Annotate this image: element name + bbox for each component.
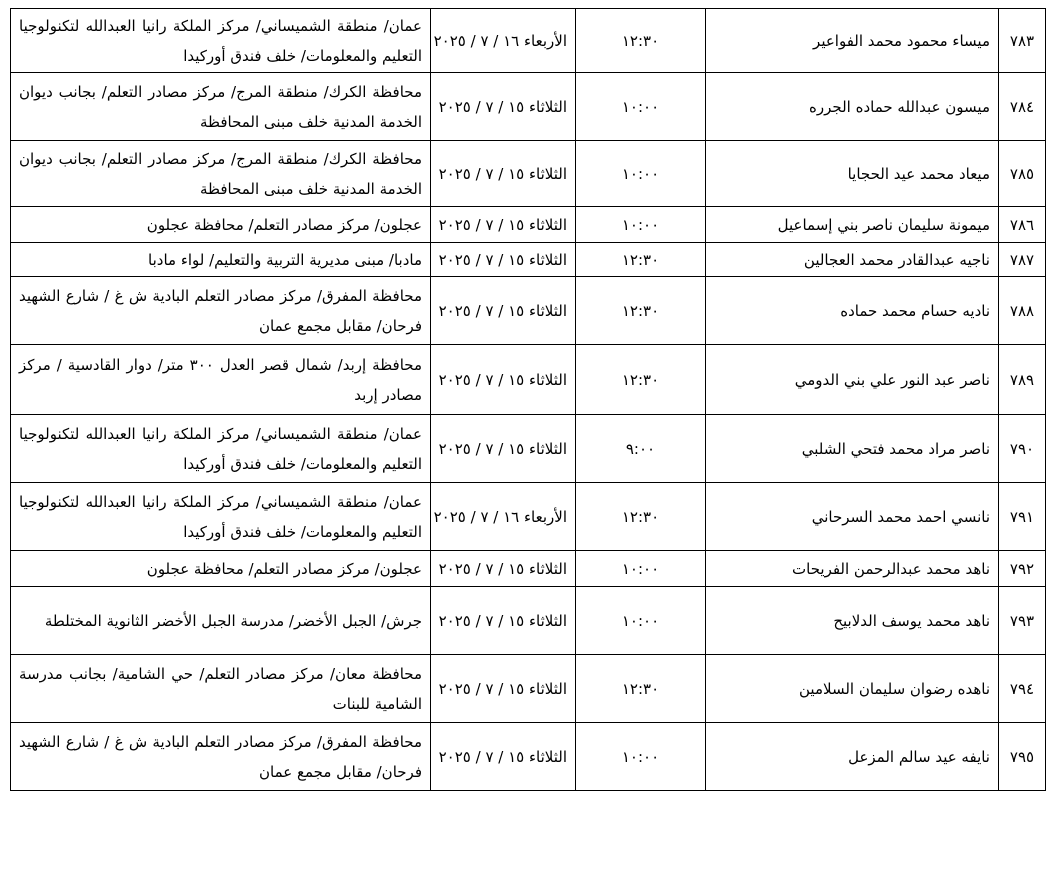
exam-date: الثلاثاء ١٥ / ٧ / ٢٠٢٥	[431, 655, 576, 723]
person-name: نانسي احمد محمد السرحاني	[706, 483, 999, 551]
table-row	[11, 345, 1046, 415]
person-name: نايفه عيد سالم المزعل	[706, 723, 999, 791]
person-name: ناهده رضوان سليمان السلامين	[706, 655, 999, 723]
table-row	[11, 141, 1046, 207]
exam-date: الثلاثاء ١٥ / ٧ / ٢٠٢٥	[431, 345, 576, 415]
table-row	[11, 723, 1046, 791]
exam-location: محافظة الكرك/ منطقة المرج/ مركز مصادر التعلم/ بجانب ديوان الخدمة المدنية خلف مبنى المحافظة	[11, 141, 431, 207]
row-number: ٧٨٥	[999, 141, 1046, 207]
row-number: ٧٩٠	[999, 415, 1046, 483]
row-number: ٧٨٨	[999, 277, 1046, 345]
table-row	[11, 483, 1046, 551]
person-name: ناصر مراد محمد فتحي الشلبي	[706, 415, 999, 483]
exam-location: محافظة المفرق/ مركز مصادر التعلم البادية ش غ / شارع الشهيد فرحان/ مقابل مجمع عمان	[11, 723, 431, 791]
person-name: ميعاد محمد عيد الحجايا	[706, 141, 999, 207]
exam-date: الثلاثاء ١٥ / ٧ / ٢٠٢٥	[431, 277, 576, 345]
exam-time: ١٢:٣٠	[576, 277, 706, 345]
exam-location: عجلون/ مركز مصادر التعلم/ محافظة عجلون	[11, 551, 431, 587]
exam-location: محافظة المفرق/ مركز مصادر التعلم البادية ش غ / شارع الشهيد فرحان/ مقابل مجمع عمان	[11, 277, 431, 345]
exam-time: ١٠:٠٠	[576, 141, 706, 207]
exam-time: ٩:٠٠	[576, 415, 706, 483]
exam-date: الثلاثاء ١٥ / ٧ / ٢٠٢٥	[431, 73, 576, 141]
exam-date: الأربعاء ١٦ / ٧ / ٢٠٢٥	[431, 9, 576, 73]
exam-location: مادبا/ مبنى مديرية التربية والتعليم/ لواء مادبا	[11, 243, 431, 277]
row-number: ٧٨٦	[999, 207, 1046, 243]
exam-time: ١٠:٠٠	[576, 587, 706, 655]
exam-location: عجلون/ مركز مصادر التعلم/ محافظة عجلون	[11, 207, 431, 243]
table-row	[11, 551, 1046, 587]
table-row	[11, 9, 1046, 73]
exam-location: جرش/ الجبل الأخضر/ مدرسة الجبل الأخضر الثانوية المختلطة	[11, 587, 431, 655]
exam-date: الثلاثاء ١٥ / ٧ / ٢٠٢٥	[431, 551, 576, 587]
exam-date: الثلاثاء ١٥ / ٧ / ٢٠٢٥	[431, 141, 576, 207]
exam-date: الثلاثاء ١٥ / ٧ / ٢٠٢٥	[431, 587, 576, 655]
person-name: ميمونة سليمان ناصر بني إسماعيل	[706, 207, 999, 243]
row-number: ٧٨٩	[999, 345, 1046, 415]
exam-location: عمان/ منطقة الشميساني/ مركز الملكة رانيا العبدالله لتكنولوجيا التعليم والمعلومات/ خلف فندق أوركيدا	[11, 483, 431, 551]
table-row	[11, 655, 1046, 723]
schedule-table-body	[11, 9, 1046, 791]
table-row	[11, 243, 1046, 277]
row-number: ٧٩٣	[999, 587, 1046, 655]
table-row	[11, 415, 1046, 483]
exam-location: محافظة الكرك/ منطقة المرج/ مركز مصادر التعلم/ بجانب ديوان الخدمة المدنية خلف مبنى المحافظة	[11, 73, 431, 141]
exam-date: الثلاثاء ١٥ / ٧ / ٢٠٢٥	[431, 723, 576, 791]
exam-time: ١٠:٠٠	[576, 207, 706, 243]
person-name: ناهد محمد يوسف الدلابيح	[706, 587, 999, 655]
table-row	[11, 277, 1046, 345]
exam-location: محافظة إربد/ شمال قصر العدل ٣٠٠ متر/ دوار القادسية / مركز مصادر إربد	[11, 345, 431, 415]
exam-date: الأربعاء ١٦ / ٧ / ٢٠٢٥	[431, 483, 576, 551]
exam-location: عمان/ منطقة الشميساني/ مركز الملكة رانيا العبدالله لتكنولوجيا التعليم والمعلومات/ خلف فندق أوركيدا	[11, 9, 431, 73]
exam-date: الثلاثاء ١٥ / ٧ / ٢٠٢٥	[431, 243, 576, 277]
exam-location: عمان/ منطقة الشميساني/ مركز الملكة رانيا العبدالله لتكنولوجيا التعليم والمعلومات/ خلف فندق أوركيدا	[11, 415, 431, 483]
table-row	[11, 587, 1046, 655]
exam-date: الثلاثاء ١٥ / ٧ / ٢٠٢٥	[431, 415, 576, 483]
exam-location: محافظة معان/ مركز مصادر التعلم/ حي الشامية/ بجانب مدرسة الشامية للبنات	[11, 655, 431, 723]
exam-date: الثلاثاء ١٥ / ٧ / ٢٠٢٥	[431, 207, 576, 243]
row-number: ٧٩٥	[999, 723, 1046, 791]
exam-time: ١٠:٠٠	[576, 723, 706, 791]
exam-time: ١٠:٠٠	[576, 73, 706, 141]
person-name: ناصر عبد النور علي بني الدومي	[706, 345, 999, 415]
exam-time: ١٢:٣٠	[576, 483, 706, 551]
schedule-table	[10, 8, 1046, 791]
person-name: ناديه حسام محمد حماده	[706, 277, 999, 345]
exam-time: ١٢:٣٠	[576, 655, 706, 723]
person-name: ميساء محمود محمد الفواعير	[706, 9, 999, 73]
row-number: ٧٩١	[999, 483, 1046, 551]
row-number: ٧٨٣	[999, 9, 1046, 73]
row-number: ٧٨٤	[999, 73, 1046, 141]
row-number: ٧٩٢	[999, 551, 1046, 587]
exam-time: ١٠:٠٠	[576, 551, 706, 587]
person-name: ناجيه عبدالقادر محمد العجالين	[706, 243, 999, 277]
person-name: ناهد محمد عبدالرحمن الفريحات	[706, 551, 999, 587]
person-name: ميسون عبدالله حماده الجرره	[706, 73, 999, 141]
row-number: ٧٩٤	[999, 655, 1046, 723]
exam-time: ١٢:٣٠	[576, 9, 706, 73]
table-row	[11, 73, 1046, 141]
row-number: ٧٨٧	[999, 243, 1046, 277]
table-row	[11, 207, 1046, 243]
exam-time: ١٢:٣٠	[576, 345, 706, 415]
schedule-sheet	[10, 8, 1045, 791]
exam-time: ١٢:٣٠	[576, 243, 706, 277]
